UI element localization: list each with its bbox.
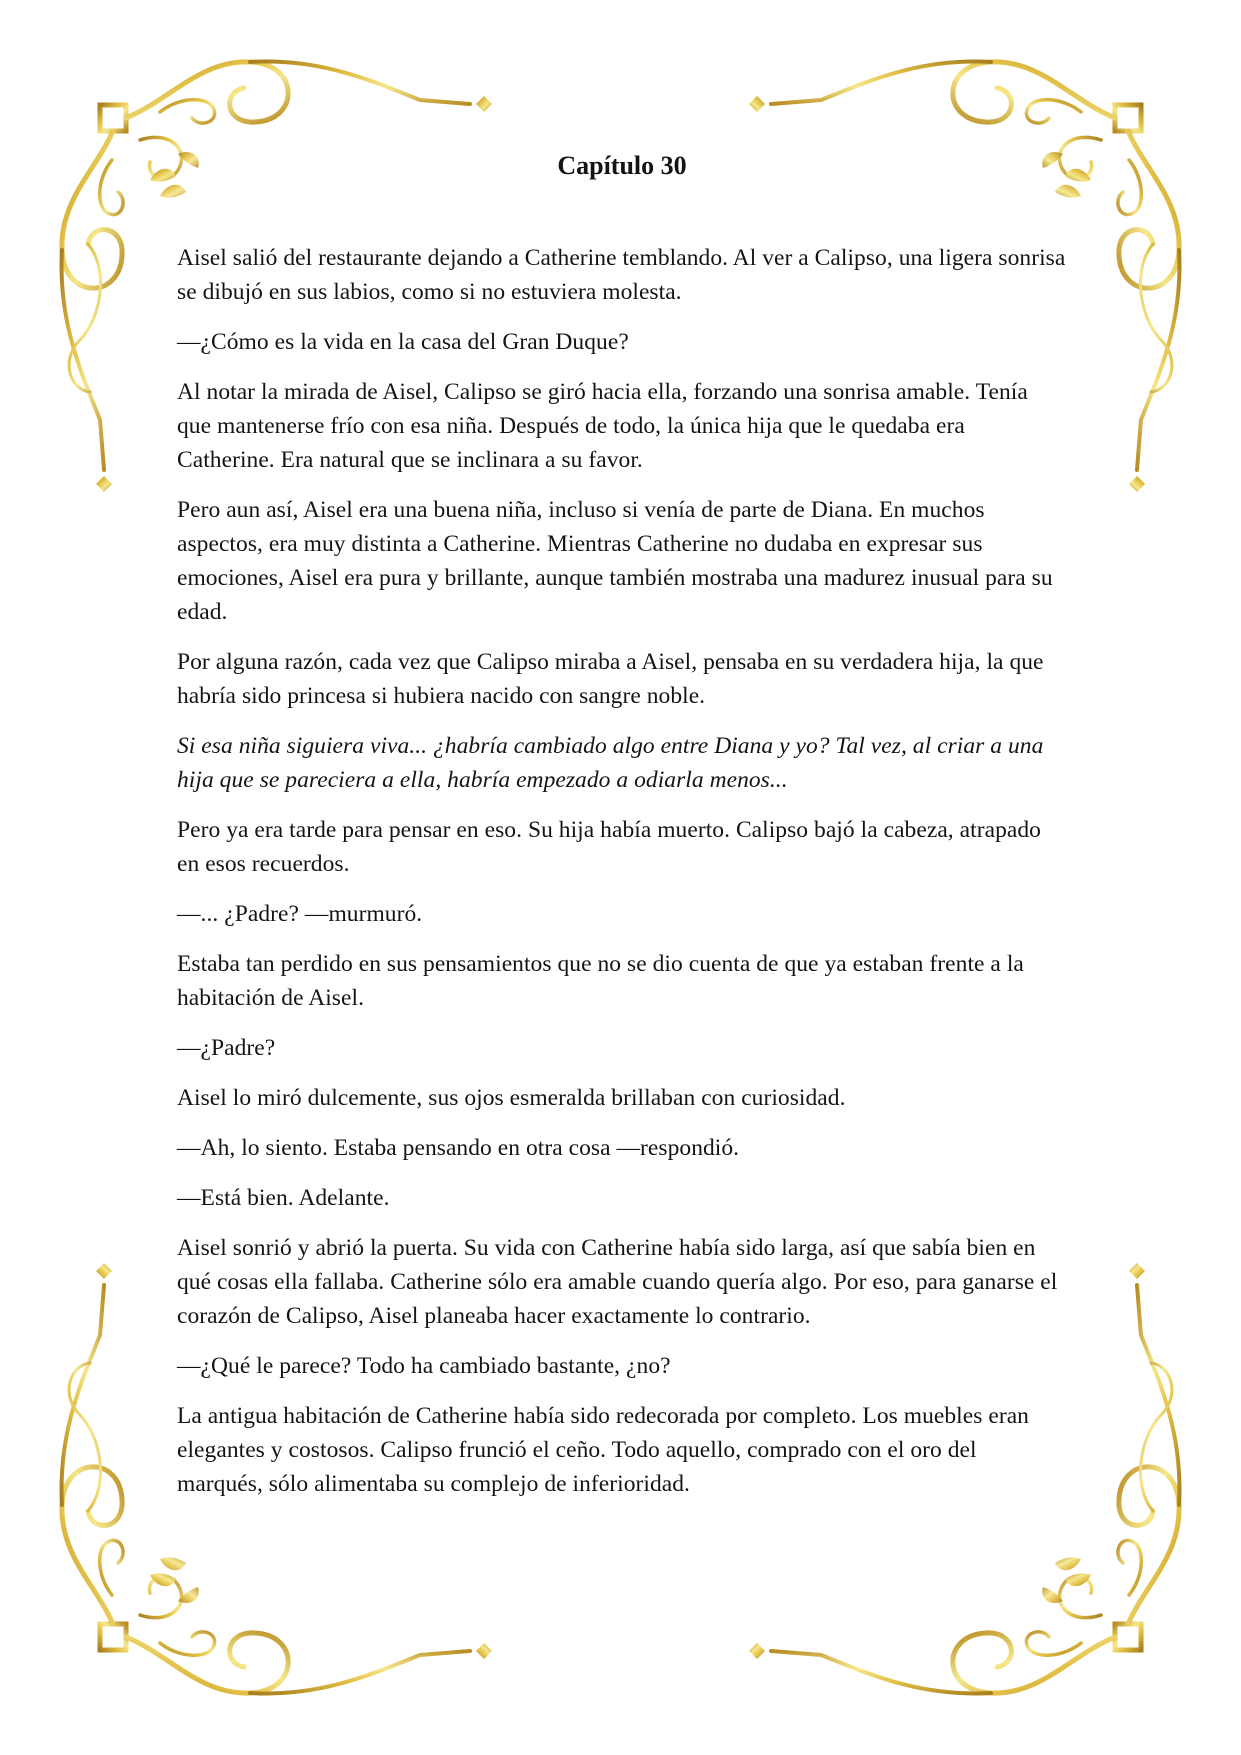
paragraph: Pero ya era tarde para pensar en eso. Su hija había muerto. Calipso bajó la cabeza, atrapado en esos recuerdos. [177,817,1041,877]
chapter-title: Capítulo 30 [557,151,687,180]
paragraph: Por alguna razón, cada vez que Calipso miraba a Aisel, pensaba en su verdadera hija, la que habría sido princesa si hubiera nacido con sangre noble. [177,649,1044,709]
paragraph: Aisel salió del restaurante dejando a Catherine temblando. Al ver a Calipso, una ligera sonrisa se dibujó en sus labios, como si no estuviera molesta. [177,245,1066,305]
paragraph: Estaba tan perdido en sus pensamientos que no se dio cuenta de que ya estaban frente a la habitación de Aisel. [177,951,1024,1011]
paragraph: Aisel lo miró dulcemente, sus ojos esmeralda brillaban con curiosidad. [177,1085,846,1111]
paragraph: —¿Qué le parece? Todo ha cambiado bastante, ¿no? [177,1353,671,1379]
document-body [177,146,1067,1517]
paragraph-list [177,241,1067,1501]
paragraph: —Ah, lo siento. Estaba pensando en otra cosa —respondió. [177,1135,740,1161]
paragraph: —¿Cómo es la vida en la casa del Gran Duque? [177,329,629,355]
paragraph: —¿Padre? [177,1035,276,1061]
paragraph: La antigua habitación de Catherine había sido redecorada por completo. Los muebles eran elegantes y costosos. Calipso frunció el ceño. Todo aquello, comprado con el oro del marqués, sólo alimentaba su complejo de inferioridad. [177,1403,1029,1497]
paragraph: Aisel sonrió y abrió la puerta. Su vida con Catherine había sido larga, así que sabía bien en qué cosas ella fallaba. Catherine sólo era amable cuando quería algo. Por eso, para ganarse el corazón de Calipso, Aisel planeaba hacer exactamente lo contrario. [177,1235,1058,1329]
paragraph: Pero aun así, Aisel era una buena niña, incluso si venía de parte de Diana. En muchos aspectos, era muy distinta a Catherine. Mientras Catherine no dudaba en expresar sus emociones, Aisel era pura y brillante, aunque también mostraba una madurez inusual para su edad. [177,497,1053,625]
paragraph: Al notar la mirada de Aisel, Calipso se giró hacia ella, forzando una sonrisa amable. Tenía que mantenerse frío con esa niña. Después de todo, la única hija que le quedaba era Catherine. Era natural que se inclinara a su favor. [177,379,1028,473]
paragraph: —Está bien. Adelante. [177,1185,390,1211]
paragraph: —... ¿Padre? —murmuró. [177,901,423,927]
italic-paragraph: Si esa niña siguiera viva... ¿habría cambiado algo entre Diana y yo? Tal vez, al criar a una hija que se pareciera a ella, habría empezado a odiarla menos... [177,733,1044,793]
